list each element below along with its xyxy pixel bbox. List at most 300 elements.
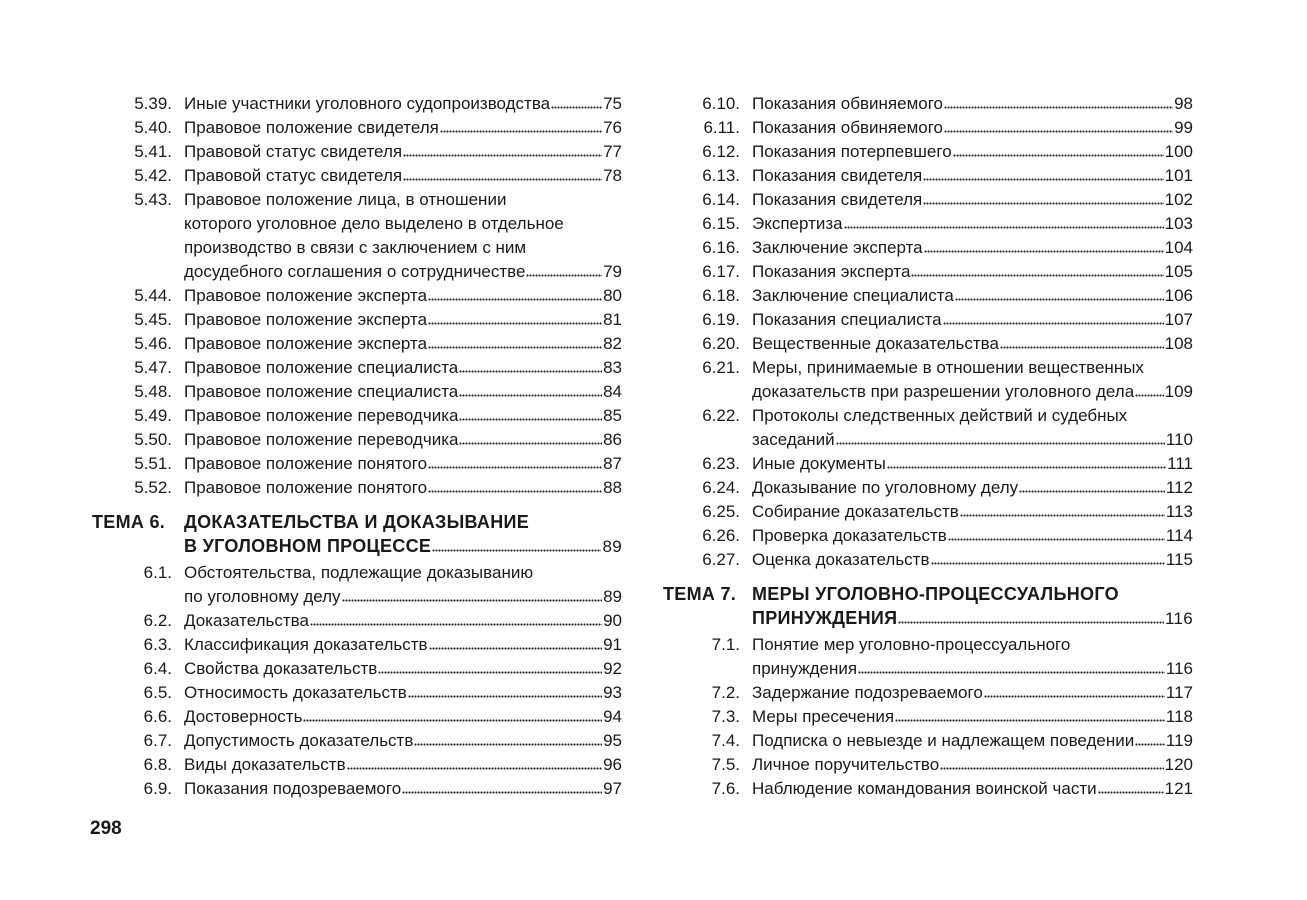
dot-leader <box>895 718 1165 723</box>
toc-entry-body <box>184 308 622 332</box>
toc-entry-page: 89 <box>603 587 622 606</box>
toc-entry-leader-line <box>752 452 1193 476</box>
dot-leader <box>459 393 602 398</box>
toc-entry-title-line: ДОКАЗАТЕЛЬСТВА И ДОКАЗЫВАНИЕ <box>184 512 530 532</box>
dot-leader <box>428 345 602 350</box>
toc-entry-body <box>752 753 1193 777</box>
toc-entry-leader-line <box>752 188 1193 212</box>
toc-entry-page: 85 <box>603 406 622 425</box>
toc-entry-number: 5.39. <box>134 94 172 113</box>
toc-entry-number: 5.45. <box>134 310 172 329</box>
toc-entry-body <box>184 356 622 380</box>
toc-entry-title-line: принуждения <box>752 659 858 678</box>
dot-leader <box>1135 393 1163 398</box>
toc-entry-body <box>752 236 1193 260</box>
toc-entry-page: 114 <box>1165 526 1193 545</box>
toc-entry-leader-line <box>184 356 622 380</box>
toc-entry-title-line: Наблюдение командования воинской части <box>752 779 1097 798</box>
toc-entry-number: 6.17. <box>702 262 740 281</box>
toc-entry-number: ТЕМА 6. <box>92 512 166 532</box>
toc-entry-number: 6.16. <box>702 238 740 257</box>
toc-entry-title-line: Протоколы следственных действий и судебных <box>752 406 1128 425</box>
toc-entry-number: 5.40. <box>134 118 172 137</box>
toc-entry-leader-line <box>184 585 622 609</box>
toc-entry-page: 113 <box>1165 502 1193 521</box>
toc-entry <box>663 212 1193 236</box>
toc-entry-leader-line <box>752 753 1193 777</box>
toc-entry-body <box>184 452 622 476</box>
toc-entry-page: 80 <box>603 286 622 305</box>
dot-leader <box>347 766 602 771</box>
toc-entry-body <box>184 657 622 681</box>
toc-entry-page: 89 <box>602 537 622 556</box>
toc-entry-title-line: Правовое положение лица, в отношении <box>184 190 507 209</box>
toc-entry <box>92 332 622 356</box>
dot-leader <box>459 417 602 422</box>
toc-entry-leader-line <box>184 657 622 681</box>
toc-entry-body <box>752 308 1193 332</box>
toc-entry-page: 107 <box>1164 310 1193 329</box>
toc-entry-body <box>752 140 1193 164</box>
dot-leader <box>303 718 602 723</box>
toc-entry-body <box>184 140 622 164</box>
toc-entry <box>92 284 622 308</box>
toc-entry-body <box>752 476 1193 500</box>
dot-leader <box>428 465 602 470</box>
toc-entry-title-line: Правовое положение переводчика <box>184 430 459 449</box>
toc-entry-body <box>752 582 1193 631</box>
toc-entry-number: 6.18. <box>702 286 740 305</box>
toc-entry-leader-line <box>184 753 622 777</box>
toc-entry-number: 5.48. <box>134 382 172 401</box>
toc-entry <box>663 705 1193 729</box>
toc-entry <box>92 452 622 476</box>
toc-entry-leader-line <box>752 524 1193 548</box>
toc-entry-leader-line <box>184 705 622 729</box>
toc-entry <box>663 332 1193 356</box>
toc-entry-page: 117 <box>1165 683 1193 702</box>
toc-entry <box>92 428 622 452</box>
toc-entry-number: 5.46. <box>134 334 172 353</box>
toc-entry-body <box>184 428 622 452</box>
toc-entry-page: 105 <box>1164 262 1193 281</box>
toc-entry-number: 6.19. <box>702 310 740 329</box>
toc-entry-body <box>752 452 1193 476</box>
toc-entry <box>663 308 1193 332</box>
toc-entry-page: 118 <box>1165 707 1193 726</box>
toc-entry-title-line: МЕРЫ УГОЛОВНО-ПРОЦЕССУАЛЬНОГО <box>752 584 1119 604</box>
toc-entry-title-line: Иные участники уголовного судопроизводства <box>184 94 551 113</box>
toc-entry-title-line: Свойства доказательств <box>184 659 378 678</box>
toc-entry <box>92 476 622 500</box>
toc-entry <box>663 633 1193 681</box>
toc-entry <box>663 729 1193 753</box>
toc-entry <box>663 260 1193 284</box>
toc-entry-page: 111 <box>1167 454 1193 473</box>
toc-entry-number: 5.44. <box>134 286 172 305</box>
dot-leader <box>459 441 602 446</box>
toc-entry-leader-line <box>752 729 1193 753</box>
toc-entry-title-line: Правовое положение эксперта <box>184 334 428 353</box>
toc-theme-heading <box>663 582 1193 631</box>
dot-leader <box>1019 489 1165 494</box>
toc-entry-leader-line <box>752 500 1193 524</box>
toc-entry-title-line: Правовое положение понятого <box>184 478 428 497</box>
toc-entry-page: 78 <box>603 166 622 185</box>
toc-entry-body <box>752 188 1193 212</box>
toc-entry-body <box>184 380 622 404</box>
toc-entry-title-line: доказательств при разрешении уголовного дела <box>752 382 1135 401</box>
toc-entry-page: 79 <box>603 262 622 281</box>
dot-leader <box>310 622 602 627</box>
toc-entry-number: 6.15. <box>702 214 740 233</box>
toc-entry-title-line: Заключение специалиста <box>752 286 954 305</box>
toc-right-column <box>663 92 1193 801</box>
toc-entry-body <box>184 476 622 500</box>
toc-entry-leader-line <box>752 476 1193 500</box>
dot-leader <box>943 321 1164 326</box>
toc-entry-title-line: Собирание доказательств <box>752 502 959 521</box>
toc-entry-leader-line <box>184 260 622 284</box>
toc-left-column <box>92 92 622 801</box>
toc-entry-title-line: Показания обвиняемого <box>752 94 944 113</box>
dot-leader <box>1000 345 1164 350</box>
toc-entry-number: 7.6. <box>711 779 740 798</box>
toc-entry-body <box>184 561 622 609</box>
toc-entry <box>92 308 622 332</box>
toc-entry-body <box>184 116 622 140</box>
toc-entry-page: 120 <box>1164 755 1193 774</box>
toc-entry-number: 5.51. <box>134 454 172 473</box>
toc-theme-heading <box>92 510 622 559</box>
toc-entry-page: 102 <box>1164 190 1193 209</box>
toc-entry-page: 75 <box>603 94 622 113</box>
toc-entry-body <box>752 116 1193 140</box>
toc-entry-number: 5.43. <box>134 190 172 209</box>
toc-entry-leader-line <box>184 164 622 188</box>
dot-leader <box>1098 790 1164 795</box>
toc-entry-body <box>752 548 1193 572</box>
toc-entry-number: 6.21. <box>702 358 740 377</box>
toc-entry-number: 6.1. <box>143 563 172 582</box>
toc-entry-number: 6.24. <box>702 478 740 497</box>
dot-leader <box>408 694 602 699</box>
toc-entry <box>663 164 1193 188</box>
toc-entry-title-line: Классификация доказательств <box>184 635 428 654</box>
toc-entry <box>92 753 622 777</box>
toc-entry-leader-line <box>752 116 1193 140</box>
toc-entry-leader-line <box>752 140 1193 164</box>
toc-entry-leader-line <box>752 92 1193 116</box>
toc-entry-page: 100 <box>1164 142 1193 161</box>
toc-entry-title-line: Личное поручительство <box>752 755 940 774</box>
toc-entry-body <box>184 92 622 116</box>
toc-entry-title-line: досудебного соглашения о сотрудничестве <box>184 262 526 281</box>
toc-entry <box>663 404 1193 452</box>
toc-entry-title-line: Заключение эксперта <box>752 238 923 257</box>
dot-leader <box>428 489 602 494</box>
toc-entry-leader-line <box>752 260 1193 284</box>
toc-entry-title-line: Правовое положение понятого <box>184 454 428 473</box>
toc-entry-body <box>752 332 1193 356</box>
toc-entry-page: 82 <box>603 334 622 353</box>
toc-entry <box>92 633 622 657</box>
toc-entry <box>663 524 1193 548</box>
toc-entry-number: 6.22. <box>702 406 740 425</box>
toc-entry-body <box>184 777 622 801</box>
toc-entry-page: 93 <box>603 683 622 702</box>
toc-entry-leader-line <box>752 606 1193 631</box>
toc-entry-number: 6.12. <box>702 142 740 161</box>
dot-leader <box>898 620 1164 625</box>
toc-entry <box>92 380 622 404</box>
toc-entry-title-line: Виды доказательств <box>184 755 346 774</box>
toc-entry-page: 76 <box>603 118 622 137</box>
toc-entry <box>663 92 1193 116</box>
toc-entry-title-line: Показания подозреваемого <box>184 779 402 798</box>
toc-entry-page: 116 <box>1164 609 1193 628</box>
toc-entry-title-line: Показания свидетеля <box>752 190 923 209</box>
toc-entry <box>663 500 1193 524</box>
toc-entry-title-line: Меры, принимаемые в отношении вещественных <box>752 358 1144 377</box>
toc-entry-leader-line <box>184 308 622 332</box>
dot-leader <box>836 441 1165 446</box>
dot-leader <box>948 537 1165 542</box>
toc-entry-title-line: заседаний <box>752 430 835 449</box>
toc-entry-body <box>184 729 622 753</box>
toc-entry-body <box>184 332 622 356</box>
toc-entry <box>663 236 1193 260</box>
toc-entry-leader-line <box>184 380 622 404</box>
toc-entry-page: 97 <box>603 779 622 798</box>
toc-entry-number: 5.52. <box>134 478 172 497</box>
toc-entry-page: 83 <box>603 358 622 377</box>
toc-entry-leader-line <box>184 777 622 801</box>
toc-entry-page: 115 <box>1165 550 1193 569</box>
toc-entry-title-line: Правовой статус свидетеля <box>184 166 403 185</box>
toc-entry-number: 6.8. <box>143 755 172 774</box>
toc-entry <box>92 92 622 116</box>
dot-leader <box>378 670 602 675</box>
toc-entry-page: 86 <box>603 430 622 449</box>
toc-entry-page: 91 <box>603 635 622 654</box>
page-number: 298 <box>90 818 122 839</box>
toc-entry-body <box>184 753 622 777</box>
toc-entry <box>92 657 622 681</box>
toc-entry-title-line: Вещественные доказательства <box>752 334 999 353</box>
toc-entry-number: 6.7. <box>143 731 172 750</box>
dot-leader <box>432 548 601 553</box>
toc-entry-leader-line <box>184 534 622 559</box>
dot-leader <box>924 249 1164 254</box>
toc-entry <box>92 116 622 140</box>
toc-entry-title-line: Показания свидетеля <box>752 166 923 185</box>
dot-leader <box>342 598 603 603</box>
toc-entry-number: 7.1. <box>711 635 740 654</box>
dot-leader <box>858 670 1165 675</box>
toc-entry-body <box>752 524 1193 548</box>
toc-entry <box>92 705 622 729</box>
toc-entry <box>92 561 622 609</box>
toc-entry-title-line: Проверка доказательств <box>752 526 947 545</box>
toc-entry-page: 112 <box>1165 478 1193 497</box>
toc-entry <box>663 140 1193 164</box>
toc-entry-number: 6.6. <box>143 707 172 726</box>
toc-entry-body <box>184 404 622 428</box>
toc-entry <box>92 356 622 380</box>
toc-entry-body <box>184 609 622 633</box>
dot-leader <box>944 105 1173 110</box>
toc-entry-title-line: Показания специалиста <box>752 310 942 329</box>
toc-entry-body <box>752 92 1193 116</box>
toc-entry-leader-line <box>752 777 1193 801</box>
dot-leader <box>911 273 1163 278</box>
toc-entry-page: 98 <box>1174 94 1193 113</box>
toc-entry-title-line: Иные документы <box>752 454 886 473</box>
toc-entry-title-line: ПРИНУЖДЕНИЯ <box>752 608 898 628</box>
toc-entry-title-line: Оценка доказательств <box>752 550 930 569</box>
toc-entry-body <box>752 260 1193 284</box>
toc-entry-body <box>752 729 1193 753</box>
toc-entry-page: 109 <box>1164 382 1193 401</box>
toc-entry-title-line: Меры пресечения <box>752 707 895 726</box>
toc-entry-number: 6.13. <box>702 166 740 185</box>
toc-entry-body <box>752 404 1193 452</box>
toc-entry-page: 119 <box>1165 731 1193 750</box>
toc-entry <box>663 777 1193 801</box>
dot-leader <box>923 201 1163 206</box>
toc-entry-body <box>752 777 1193 801</box>
toc-entry-leader-line <box>184 476 622 500</box>
toc-entry-page: 106 <box>1164 286 1193 305</box>
toc-entry-body <box>752 681 1193 705</box>
toc-entry-leader-line <box>184 404 622 428</box>
toc-entry-page: 121 <box>1164 779 1193 798</box>
toc-entry <box>663 753 1193 777</box>
toc-entry-title-line: Правовое положение специалиста <box>184 358 459 377</box>
toc-entry-title-line: Обстоятельства, подлежащие доказыванию <box>184 563 534 582</box>
dot-leader <box>960 513 1165 518</box>
toc-entry-body <box>184 510 622 559</box>
toc-entry-leader-line <box>184 428 622 452</box>
toc-entry <box>92 140 622 164</box>
toc-entry-title-line: Правовой статус свидетеля <box>184 142 403 161</box>
dot-leader <box>887 465 1166 470</box>
toc-entry <box>92 681 622 705</box>
toc-entry-leader-line <box>752 705 1193 729</box>
toc-entry-title-line: Допустимость доказательств <box>184 731 414 750</box>
toc-entry-page: 77 <box>603 142 622 161</box>
toc-entry-title-line: Правовое положение свидетеля <box>184 118 439 137</box>
dot-leader <box>984 694 1165 699</box>
toc-entry-title-line: Экспертиза <box>752 214 843 233</box>
toc-entry-leader-line <box>184 332 622 356</box>
toc-entry-leader-line <box>752 308 1193 332</box>
toc-entry-title-line: Правовое положение переводчика <box>184 406 459 425</box>
toc-entry-number: 7.4. <box>711 731 740 750</box>
toc-entry-leader-line <box>184 116 622 140</box>
dot-leader <box>414 742 602 747</box>
dot-leader <box>403 153 602 158</box>
toc-entry-body <box>184 188 622 284</box>
toc-entry-leader-line <box>184 452 622 476</box>
toc-entry-number: 6.23. <box>702 454 740 473</box>
dot-leader <box>402 790 602 795</box>
toc-entry-number: 6.25. <box>702 502 740 521</box>
toc-entry-body <box>752 284 1193 308</box>
toc-entry <box>92 404 622 428</box>
toc-entry-number: 6.4. <box>143 659 172 678</box>
toc-entry-title-line: Правовое положение эксперта <box>184 286 428 305</box>
dot-leader <box>953 153 1164 158</box>
toc-entry-leader-line <box>184 633 622 657</box>
toc-entry-page: 108 <box>1164 334 1193 353</box>
dot-leader <box>1135 742 1165 747</box>
toc-entry <box>663 452 1193 476</box>
toc-entry-number: 5.50. <box>134 430 172 449</box>
toc-entry-title-line: Правовое положение специалиста <box>184 382 459 401</box>
dot-leader <box>429 646 602 651</box>
toc-entry <box>92 188 622 284</box>
toc-entry-title-line: Понятие мер уголовно-процессуального <box>752 635 1071 654</box>
toc-entry-title-line: Показания эксперта <box>752 262 911 281</box>
toc-entry-leader-line <box>752 380 1193 404</box>
toc-entry-title-line: Правовое положение эксперта <box>184 310 428 329</box>
toc-entry <box>92 609 622 633</box>
toc-entry <box>663 681 1193 705</box>
toc-entry-body <box>184 633 622 657</box>
dot-leader <box>955 297 1164 302</box>
toc-entry-page: 99 <box>1174 118 1193 137</box>
toc-entry-number: 7.3. <box>711 707 740 726</box>
toc-entry-number: 5.42. <box>134 166 172 185</box>
toc-entry-leader-line <box>184 92 622 116</box>
dot-leader <box>931 561 1165 566</box>
toc-entry-page: 96 <box>603 755 622 774</box>
toc-entry-body <box>752 500 1193 524</box>
toc-entry-page: 110 <box>1165 430 1193 449</box>
dot-leader <box>923 177 1163 182</box>
toc-entry-number: 7.5. <box>711 755 740 774</box>
dot-leader <box>428 297 602 302</box>
toc-entry <box>663 476 1193 500</box>
toc-entry-leader-line <box>752 164 1193 188</box>
toc-entry-page: 87 <box>603 454 622 473</box>
toc-entry <box>92 777 622 801</box>
toc-entry-title-line: Доказательства <box>184 611 309 630</box>
toc-entry-page: 95 <box>603 731 622 750</box>
toc-entry-body <box>752 633 1193 681</box>
toc-entry-title-line: В УГОЛОВНОМ ПРОЦЕССЕ <box>184 536 432 556</box>
toc-entry-leader-line <box>184 140 622 164</box>
toc-entry-number: 5.49. <box>134 406 172 425</box>
toc-entry-page: 101 <box>1164 166 1193 185</box>
toc-entry-body <box>184 164 622 188</box>
toc-entry-page: 90 <box>603 611 622 630</box>
toc-entry <box>663 188 1193 212</box>
dot-leader <box>944 129 1173 134</box>
dot-leader <box>844 225 1164 230</box>
toc-entry-title-line: Задержание подозреваемого <box>752 683 983 702</box>
toc-entry-number: 6.20. <box>702 334 740 353</box>
toc-entry-page: 104 <box>1164 238 1193 257</box>
toc-entry-number: 6.14. <box>702 190 740 209</box>
toc-entry-leader-line <box>184 609 622 633</box>
toc-entry <box>663 548 1193 572</box>
toc-entry-title-line: Достоверность <box>184 707 303 726</box>
toc-entry-page: 103 <box>1164 214 1193 233</box>
toc-entry-leader-line <box>184 284 622 308</box>
